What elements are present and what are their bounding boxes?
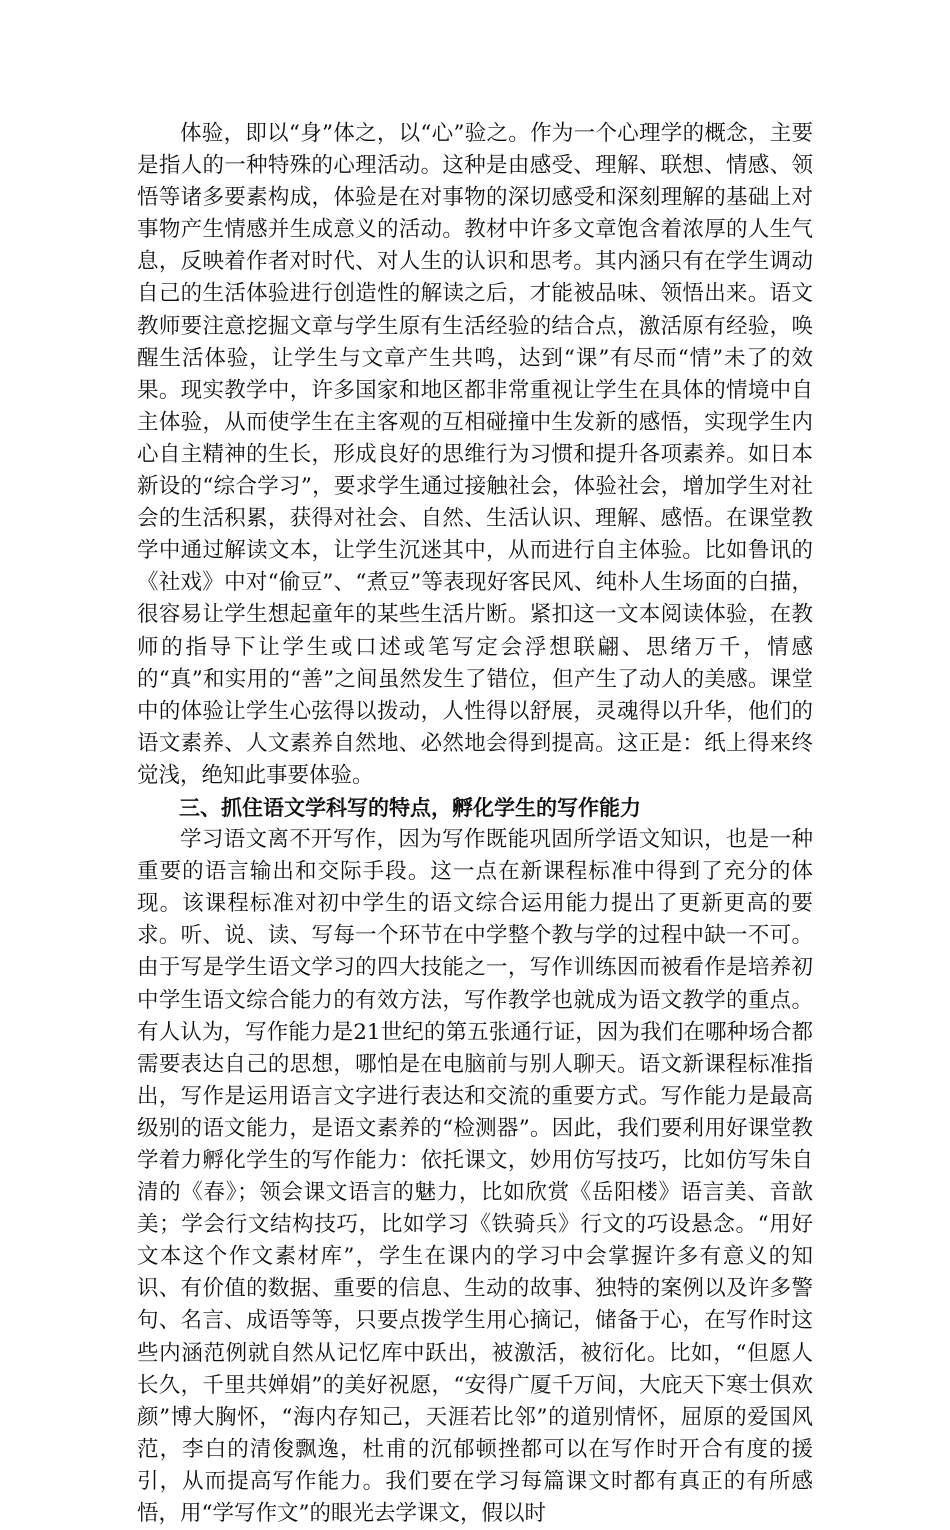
section-heading: 三、抓住语文学科写的特点，孵化学生的写作能力 <box>179 795 641 820</box>
document-body <box>137 118 813 1530</box>
paragraph-experience: 体验，即以“身”体之，以“心”验之。作为一个心理学的概念，主要是指人的一种特殊的心理活动。这种是由感受、理解、联想、情感、领悟等诸多要素构成，体验是在对事物的深切感受和深刻理解的基础上对事物产生情感并生成意义的活动。教材中许多文章饱含着浓厚的人生气息，反映着作者对时代、对人生的认识和思考。其内涵只有在学生调动自己的生活体验进行创造性的解读之后，才能被品味、领悟出来。语文教师要注意挖掘文章与学生原有生活经验的结合点，激活原有经验，唤醒生活体验，让学生与文章产生共鸣，达到“课”有尽而“情”未了的效果。现实教学中，许多国家和地区都非常重视让学生在具体的情境中自主体验，从而使学生在主客观的互相碰撞中生发新的感悟，实现学生内心自主精神的生长，形成良好的思维行为习惯和提升各项素养。如日本新设的“综合学习”，要求学生通过接触社会，体验社会，增加学生对社会的生活积累，获得对社会、自然、生活认识、理解、感悟。在课堂教学中通过解读文本，让学生沉迷其中，从而进行自主体验。比如鲁讯的《社戏》中对“偷豆”、“煮豆”等表现好客民风、纯朴人生场面的白描，很容易让学生想起童年的某些生活片断。紧扣这一文本阅读体验，在教师的指导下让学生或口述或笔写定会浮想联翩、思绪万千，情感的“真”和实用的“善”之间虽然发生了错位，但产生了动人的美感。课堂中的体验让学生心弦得以拨动，人性得以舒展，灵魂得以升华，他们的语文素养、人文素养自然地、必然地会得到提高。这正是：纸上得来终觉浅，绝知此事要体验。 <box>137 121 813 788</box>
paragraph-writing: 学习语文离不开写作，因为写作既能巩固所学语文知识，也是一种重要的语言输出和交际手段。这一点在新课程标准中得到了充分的体现。该课程标准对初中学生的语文综合运用能力提出了更新更高的要求。听、说、读、写每一个环节在中学整个教与学的过程中缺一不可。由于写是学生语文学习的四大技能之一，写作训练因而被看作是培养初中学生语文综合能力的有效方法，写作教学也就成为语文教学的重点。有人认为，写作能力是21世纪的第五张通行证，因为我们在哪种场合都需要表达自己的思想，哪怕是在电脑前与别人聊天。语文新课程标准指出，写作是运用语言文字进行表达和交流的重要方式。写作能力是最高级别的语文能力，是语文素养的“检测器”。因此，我们要利用好课堂教学着力孵化学生的写作能力：依托课文，妙用仿写技巧，比如仿写朱自清的《春》；领会课文语言的魅力，比如欣赏《岳阳楼》语言美、音歆美；学会行文结构技巧，比如学习《铁骑兵》行文的巧设悬念。“用好文本这个作文素材库”，学生在课内的学习中会掌握许多有意义的知识、有价值的数据、重要的信息、生动的故事、独特的案例以及许多警句、名言、成语等等，只要点拨学生用心摘记，储备于心，在写作时这些内涵范例就自然从记忆库中跃出，被激活，被衍化。比如，“但愿人长久，千里共婵娟”的美好祝愿，“安得广厦千万间，大庇天下寒士俱欢颜”博大胸怀，“海内存知己，天涯若比邻”的道别情怀，屈原的爱国风范，李白的清俊飘逸，杜甫的沉郁顿挫都可以在写作时开合有度的援引，从而提高写作能力。我们要在学习每篇课文时都有真正的有所感悟，用“学写作文”的眼光去学课文，假以时 <box>137 827 813 1527</box>
